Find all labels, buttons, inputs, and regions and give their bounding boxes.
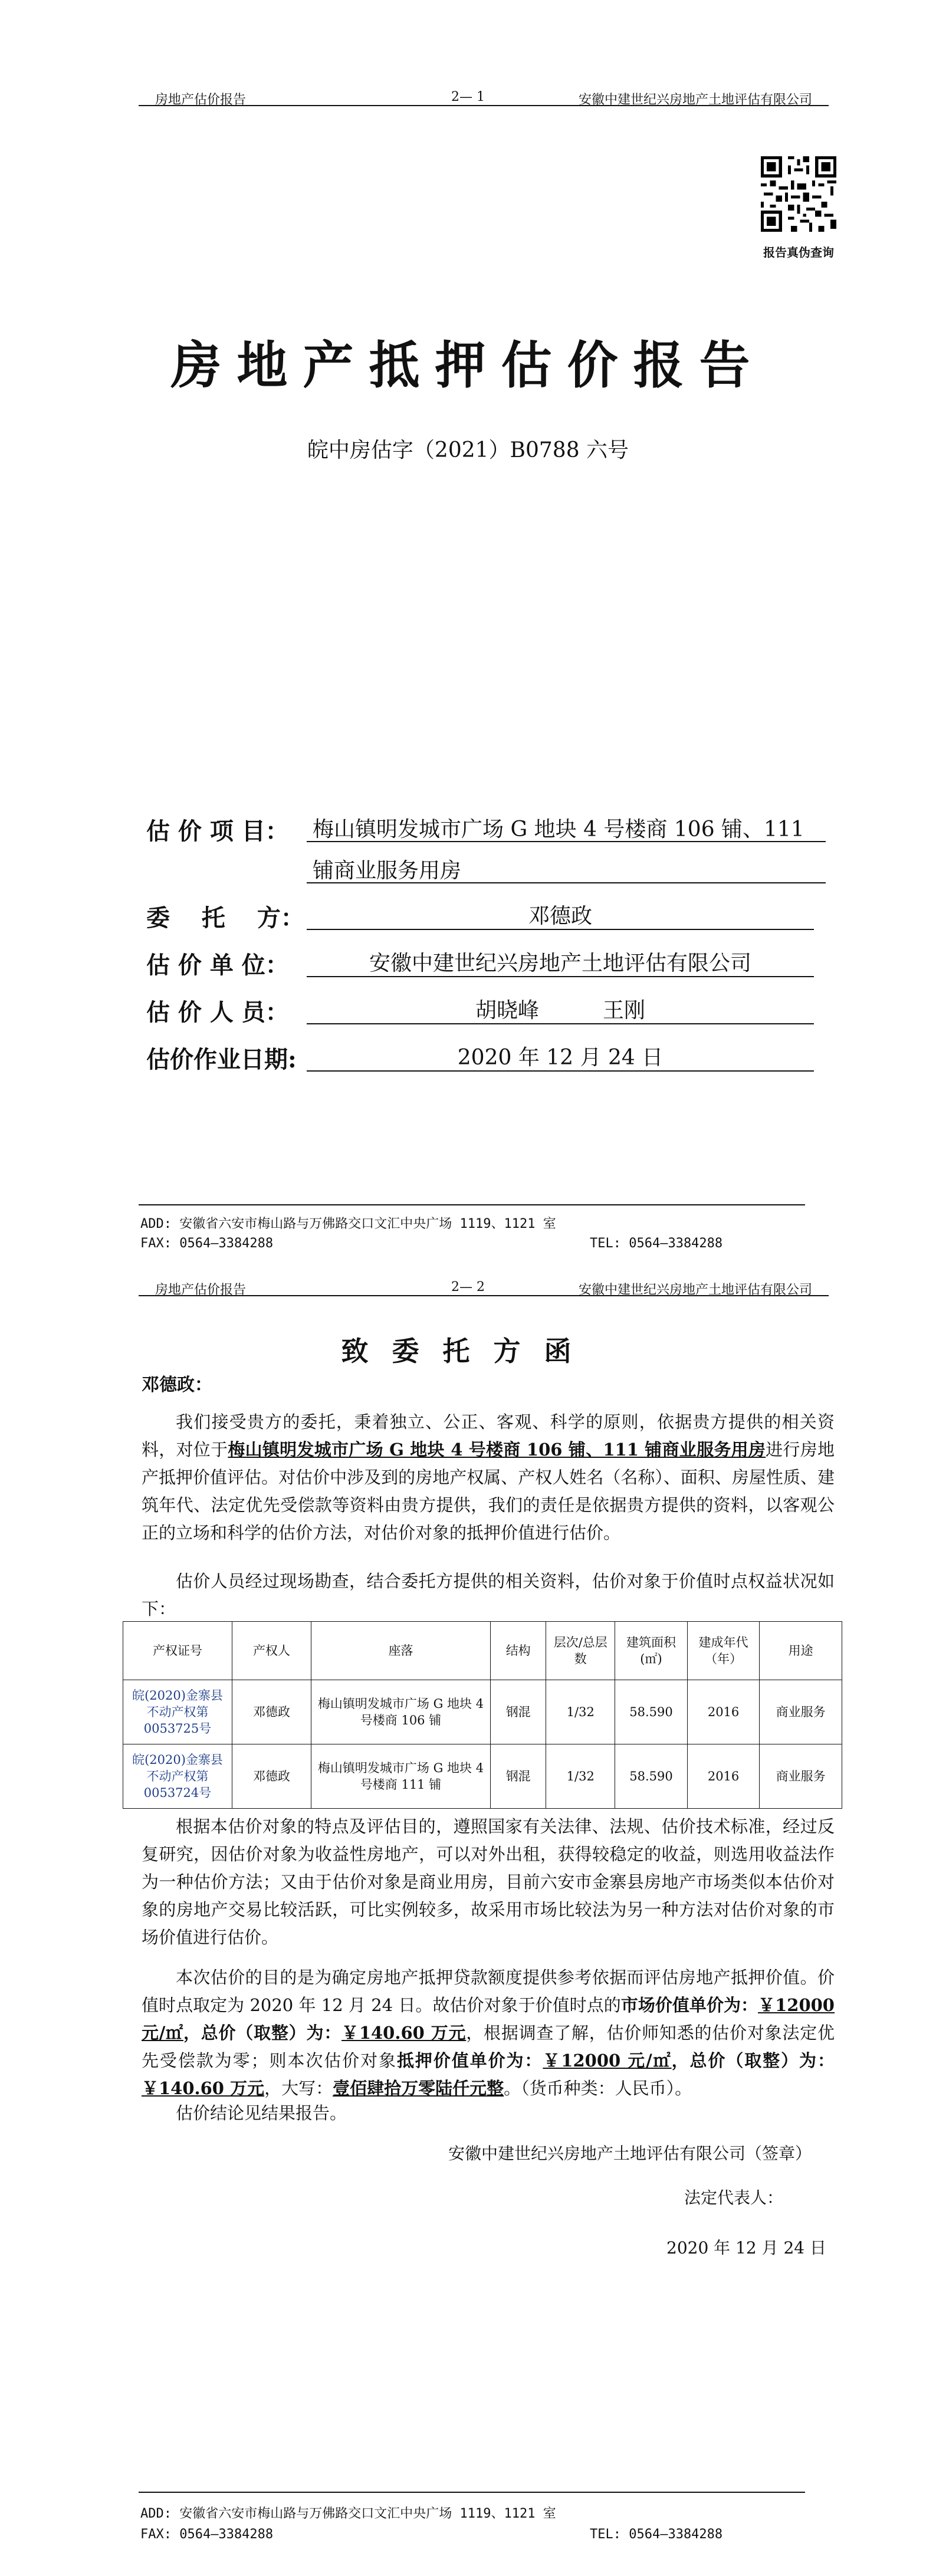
report-title: 房地产抵押估价报告 [170,336,766,395]
signature-date: 2020 年 12 月 24 日 [666,2238,827,2258]
mortgage-unit-price-label: 抵押价值单价为： [396,2051,543,2071]
table-header: 建成年代（年） [687,1622,760,1680]
staff-value: 胡晓峰 王刚 [307,994,814,1024]
table-cell: 1/32 [546,1680,615,1744]
table-cell: 钢混 [491,1680,546,1744]
footer-fax: FAX: 0564—3384288 [140,1236,274,1251]
footer-tel: TEL: 0564—3384288 [590,1236,723,1251]
paragraph-methodology: 根据本估价对象的特点及评估目的，遵照国家有关法律、法规、估价技术标准，经过反复研究，因估价对象为收益性房地产，可以对外出租，获得较稳定的收益，则选用收益法作为一种估价方法；又由于估价对象是商业用房，目前六安市金寨县房地产市场类似本估价对象的房地产交易比较活跃，可比实例较多，故采用市场比较法为另一种方法对估价对象的市场价值进行估价。 [142,1816,835,1947]
mortgage-unit-price: ￥12000 元/㎡ [543,2051,672,2071]
salutation: 邓德政： [142,1375,212,1395]
cover-page [0,0,936,1274]
running-header [139,1279,829,1296]
table-cell: 梅山镇明发城市广场 G 地块 4 号楼商 106 铺 [311,1680,490,1744]
table-cell: 58.590 [615,1680,688,1744]
para1-property-address: 梅山镇明发城市广场 G 地块 4 号楼商 106 铺、111 铺商业服务用房 [228,1440,766,1460]
table-header: 产权人 [232,1622,311,1680]
signature-company: 安徽中建世纪兴房地产土地评估有限公司（签章） [448,2144,812,2163]
header-page-number: 2— 2 [451,1280,485,1294]
table-row [123,1680,842,1744]
project-label: 估 价 项 目： [146,817,289,845]
unit-value: 安徽中建世纪兴房地产土地评估有限公司 [307,947,814,977]
project-value-line1: 梅山镇明发城市广场 G 地块 4 号楼商 106 铺、111 [307,813,826,842]
footer-address: ADD: 安徽省六安市梅山路与万佛路交口文汇中央广场 1119、1121 室 [140,2506,556,2521]
letter-page [0,1274,936,2576]
market-unit-price: ￥12000 元/㎡ [142,1995,835,2043]
table-cell: 皖(2020)金寨县不动产权第0053725号 [123,1680,232,1744]
header-right: 安徽中建世纪兴房地产土地评估有限公司 [578,1283,812,1297]
table-header-row [123,1622,842,1680]
table-cell: 商业服务 [760,1680,842,1744]
table-header: 用途 [760,1622,842,1680]
client-label: 委 托 方： [146,904,304,932]
para4-text-a: 本次估价的目的是为确定房地产抵押贷款额度提供参考依据而评估房地产抵押价值。价值时点取定为 2020 年 12 月 24 日。故估价对象于价值时点的 [142,1967,835,2015]
footer-rule [139,2492,805,2493]
table-cell: 商业服务 [760,1744,842,1809]
paragraph-valuation-result [142,1964,835,2102]
footer-address: ADD: 安徽省六安市梅山路与万佛路交口文汇中央广场 1119、1121 室 [140,1217,556,1231]
paragraph-rights-intro: 估价人员经过现场勘查，结合委托方提供的相关资料，估价对象于价值时点权益状况如下： [142,1571,835,1619]
header-left: 房地产估价报告 [155,93,247,107]
market-total-price: ￥140.60 万元 [341,2023,467,2043]
para4-text-m: 。（货币种类：人民币）。 [504,2078,692,2098]
letter-title: 致委托方函 [341,1335,595,1367]
table-cell: 梅山镇明发城市广场 G 地块 4 号楼商 111 铺 [311,1744,490,1809]
date-label: 估价作业日期: [146,1046,297,1073]
staff-label: 估 价 人 员： [146,998,289,1026]
footer-tel: TEL: 0564—3384288 [590,2527,723,2542]
table-header: 座落 [311,1622,490,1680]
table-header: 结构 [491,1622,546,1680]
market-unit-price-label: 市场价值单价为： [620,1995,758,2015]
para4-text-f: ，根据调查了解，估价师知悉的估价对象法定优先受偿款为零；则本次估价对象 [142,2023,835,2071]
header-page-number: 2— 1 [451,90,485,104]
table-cell: 2016 [687,1680,760,1744]
table-cell: 皖(2020)金寨县不动产权第0053724号 [123,1744,232,1809]
qr-caption: 报告真伪查询 [763,245,834,259]
project-value-line2: 铺商业服务用房 [307,854,826,883]
footer-rule [139,1204,805,1205]
unit-label: 估 价 单 位： [146,951,289,979]
table-cell: 1/32 [546,1744,615,1809]
property-rights-table [123,1621,842,1809]
mortgage-total-price: ￥140.60 万元 [142,2078,265,2098]
footer-fax: FAX: 0564—3384288 [140,2527,274,2542]
table-header: 产权证号 [123,1622,232,1680]
table-header: 建筑面积(㎡) [615,1622,688,1680]
qr-code-icon [761,156,836,232]
table-header: 层次/总层数 [546,1622,615,1680]
table-cell: 2016 [687,1744,760,1809]
table-cell: 钢混 [491,1744,546,1809]
client-value: 邓德政 [307,899,814,930]
para1-text-a: 我们接受贵方的委托，秉着独立、公正、客观、科学的原则，依据贵方提供的相关资料，对位于 [142,1412,835,1460]
header-left: 房地产估价报告 [155,1283,247,1297]
running-header [139,88,829,106]
header-right: 安徽中建世纪兴房地产土地评估有限公司 [578,93,812,107]
table-cell: 邓德政 [232,1680,311,1744]
date-value: 2020 年 12 月 24 日 [307,1041,814,1072]
table-cell: 58.590 [615,1744,688,1809]
table-row [123,1744,842,1809]
document-number: 皖中房估字（2021）B0788 六号 [307,438,629,462]
amount-in-words: 壹佰肆拾万零陆仟元整 [333,2078,504,2098]
market-total-label: ，总价（取整）为： [183,2023,342,2043]
para4-text-k: ，大写： [264,2078,333,2098]
table-cell: 邓德政 [232,1744,311,1809]
paragraph-intro [142,1408,835,1547]
mortgage-total-label: ，总价（取整）为： [671,2051,835,2071]
paragraph-conclusion: 估价结论见结果报告。 [176,2103,347,2123]
para1-text-c: 进行房地产抵押价值评估。对估价中涉及到的房地产权属、产权人姓名（名称）、面积、房屋性质、建筑年代、法定优先受偿款等资料由贵方提供，我们的责任是依据贵方提供的资料，以客观公正的立场和科学的估价方法，对估价对象的抵押价值进行估价。 [142,1440,835,1543]
legal-representative: 法定代表人： [684,2188,784,2207]
